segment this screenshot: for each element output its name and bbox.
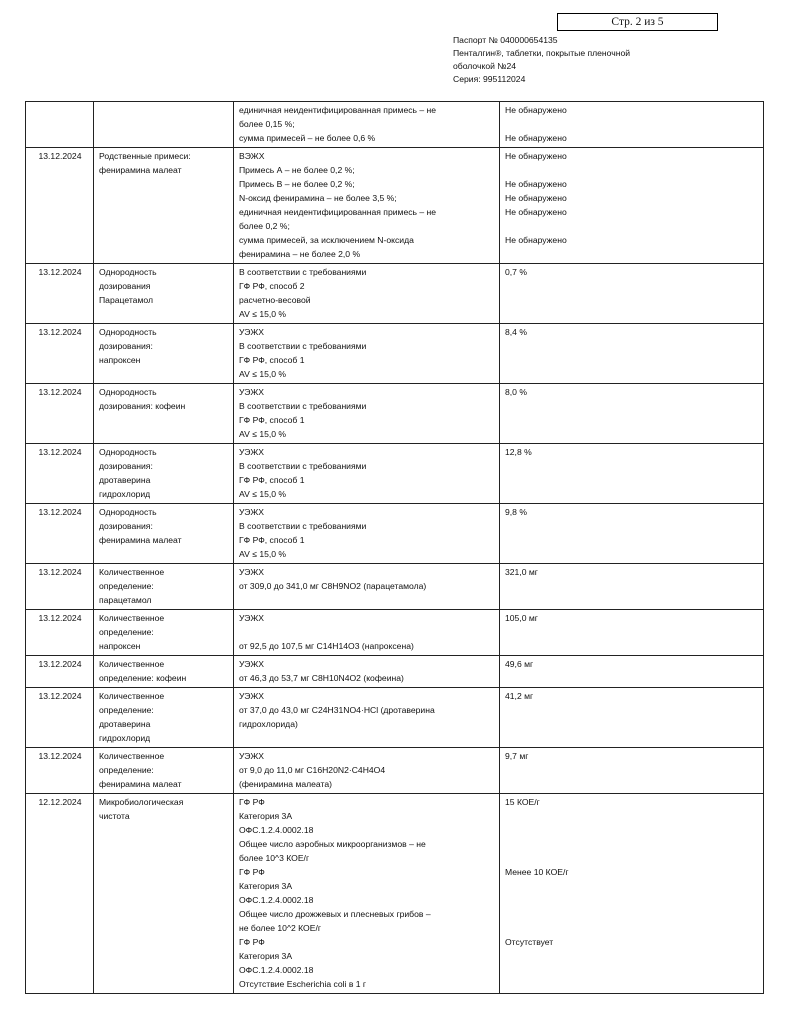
- requirement-line: В соответствии с требованиями: [239, 341, 367, 351]
- passport-header: [453, 34, 630, 86]
- result-line: Не обнаружено: [505, 105, 567, 115]
- result-line: Не обнаружено: [505, 133, 567, 143]
- date-cell: 13.12.2024: [26, 324, 94, 384]
- requirement-line: ГФ РФ: [239, 797, 265, 807]
- test-name-line: дозирования: [99, 281, 151, 291]
- result-line: [505, 977, 759, 991]
- requirement-line: более 0,15 %;: [239, 119, 295, 129]
- requirement-line: УЭЖХ: [239, 567, 265, 577]
- table-row: [26, 504, 764, 564]
- product-name-line-2: оболочкой №24: [453, 61, 517, 71]
- test-name-line: Количественное: [99, 751, 165, 761]
- test-name-cell: [94, 564, 234, 610]
- requirement-line: ГФ РФ, способ 2: [239, 281, 305, 291]
- test-name-line: определение:: [99, 581, 154, 591]
- result-line: [505, 907, 759, 921]
- result-line: 321,0 мг: [505, 567, 538, 577]
- requirement-line: более 10^3 КОЕ/г: [239, 853, 310, 863]
- test-name-line: дозирования:: [99, 341, 153, 351]
- result-line: 9,8 %: [505, 507, 527, 517]
- requirement-cell: [234, 324, 500, 384]
- test-name-cell: [94, 444, 234, 504]
- result-cell: [500, 148, 764, 264]
- requirement-cell: [234, 688, 500, 748]
- test-name-line: дозирования:: [99, 461, 153, 471]
- test-name-line: Микробиологическая: [99, 797, 184, 807]
- test-name-cell: [94, 102, 234, 148]
- requirement-line: ОФС.1.2.4.0002.18: [239, 895, 314, 905]
- result-cell: [500, 610, 764, 656]
- requirement-line: AV ≤ 15,0 %: [239, 429, 287, 439]
- result-cell: [500, 324, 764, 384]
- result-cell: [500, 656, 764, 688]
- test-name-line: Количественное: [99, 613, 165, 623]
- test-name-line: Родственные примеси:: [99, 151, 191, 161]
- requirement-line: Категория 3А: [239, 951, 293, 961]
- requirement-line: сумма примесей, за исключением N-оксида: [239, 235, 414, 245]
- result-line: [505, 837, 759, 851]
- requirement-line: Примесь А – не более 0,2 %;: [239, 165, 355, 175]
- result-line: 12,8 %: [505, 447, 532, 457]
- test-name-line: гидрохлорид: [99, 733, 151, 743]
- result-cell: [500, 748, 764, 794]
- date-cell: 13.12.2024: [26, 148, 94, 264]
- result-line: [505, 219, 759, 233]
- test-name-line: Однородность: [99, 387, 157, 397]
- requirement-cell: [234, 610, 500, 656]
- date-cell: 13.12.2024: [26, 748, 94, 794]
- test-name-line: Количественное: [99, 691, 165, 701]
- test-name-line: дротаверина: [99, 475, 151, 485]
- test-name-line: определение: кофеин: [99, 673, 187, 683]
- test-name-line: гидрохлорид: [99, 489, 151, 499]
- test-name-cell: [94, 610, 234, 656]
- requirement-line: ВЭЖХ: [239, 151, 265, 161]
- requirement-line: от 309,0 до 341,0 мг C8H9NO2 (парацетамола): [239, 581, 427, 591]
- requirement-line: AV ≤ 15,0 %: [239, 369, 287, 379]
- table-row: [26, 384, 764, 444]
- date-cell: 13.12.2024: [26, 504, 94, 564]
- requirement-line: В соответствии с требованиями: [239, 267, 367, 277]
- requirement-line: ГФ РФ, способ 1: [239, 475, 305, 485]
- requirement-line: ГФ РФ, способ 1: [239, 535, 305, 545]
- requirement-line: [239, 625, 495, 639]
- requirement-line: от 37,0 до 43,0 мг C24H31NO4·HCl (дротаверина: [239, 705, 435, 715]
- requirement-line: В соответствии с требованиями: [239, 401, 367, 411]
- table-row: [26, 148, 764, 264]
- requirement-line: AV ≤ 15,0 %: [239, 549, 287, 559]
- result-line: [505, 809, 759, 823]
- result-line: [505, 893, 759, 907]
- requirement-line: УЭЖХ: [239, 387, 265, 397]
- table-row: [26, 688, 764, 748]
- result-line: Не обнаружено: [505, 235, 567, 245]
- test-name-line: дозирования: кофеин: [99, 401, 186, 411]
- date-cell: 13.12.2024: [26, 610, 94, 656]
- result-line: Не обнаружено: [505, 193, 567, 203]
- result-line: [505, 851, 759, 865]
- result-line: [505, 117, 759, 131]
- requirement-line: Отсутствие Escherichia coli в 1 г: [239, 979, 367, 989]
- date-cell: 12.12.2024: [26, 794, 94, 994]
- result-line: 15 КОЕ/г: [505, 797, 540, 807]
- test-name-line: фенирамина малеат: [99, 165, 182, 175]
- requirement-line: сумма примесей – не более 0,6 %: [239, 133, 376, 143]
- requirement-cell: [234, 384, 500, 444]
- test-name-line: Количественное: [99, 659, 165, 669]
- requirement-cell: [234, 444, 500, 504]
- result-line: 9,7 мг: [505, 751, 529, 761]
- result-cell: [500, 444, 764, 504]
- test-name-cell: [94, 688, 234, 748]
- test-name-line: Количественное: [99, 567, 165, 577]
- result-line: 8,4 %: [505, 327, 527, 337]
- requirement-line: от 46,3 до 53,7 мг C8H10N4O2 (кофеина): [239, 673, 404, 683]
- requirement-line: гидрохлорида): [239, 719, 298, 729]
- requirement-cell: [234, 794, 500, 994]
- table-row: [26, 324, 764, 384]
- test-name-cell: [94, 148, 234, 264]
- requirement-cell: [234, 102, 500, 148]
- product-name-line-1: Пенталгин®, таблетки, покрытые пленочной: [453, 48, 631, 58]
- date-cell: 13.12.2024: [26, 444, 94, 504]
- result-line: 8,0 %: [505, 387, 527, 397]
- test-name-line: [99, 103, 229, 117]
- requirement-cell: [234, 564, 500, 610]
- page-number-box: [557, 13, 718, 31]
- table-row: [26, 264, 764, 324]
- requirement-line: Категория 3А: [239, 811, 293, 821]
- test-name-line: Однородность: [99, 507, 157, 517]
- requirement-line: единичная неидентифицированная примесь – не: [239, 207, 437, 217]
- page-number: Стр. 2 из 5: [611, 16, 664, 28]
- test-name-line: Парацетамол: [99, 295, 153, 305]
- test-name-cell: [94, 504, 234, 564]
- test-name-line: дозирования:: [99, 521, 153, 531]
- test-name-line: чистота: [99, 811, 130, 821]
- requirement-cell: [234, 264, 500, 324]
- test-name-line: определение:: [99, 765, 154, 775]
- test-name-line: Однородность: [99, 447, 157, 457]
- requirement-line: В соответствии с требованиями: [239, 461, 367, 471]
- test-results-body: [26, 102, 764, 994]
- requirement-cell: [234, 656, 500, 688]
- test-name-line: фенирамина малеат: [99, 535, 182, 545]
- requirement-line: УЭЖХ: [239, 447, 265, 457]
- table-row: [26, 748, 764, 794]
- batch-number: Серия: 995112024: [453, 74, 526, 84]
- requirement-line: Общее число дрожжевых и плесневых грибов –: [239, 909, 431, 919]
- test-results-table: [25, 101, 764, 994]
- requirement-line: ОФС.1.2.4.0002.18: [239, 825, 314, 835]
- result-cell: [500, 264, 764, 324]
- result-line: Отсутствует: [505, 937, 554, 947]
- result-line: [505, 247, 759, 261]
- requirement-line: УЭЖХ: [239, 507, 265, 517]
- requirement-line: УЭЖХ: [239, 691, 265, 701]
- test-name-line: определение:: [99, 705, 154, 715]
- result-line: 41,2 мг: [505, 691, 534, 701]
- requirement-line: (фенирамина малеата): [239, 779, 332, 789]
- requirement-line: Примесь В – не более 0,2 %;: [239, 179, 355, 189]
- requirement-line: не более 10^2 КОЕ/г: [239, 923, 321, 933]
- date-cell: 13.12.2024: [26, 564, 94, 610]
- requirement-line: расчетно-весовой: [239, 295, 311, 305]
- test-name-line: дротаверина: [99, 719, 151, 729]
- result-line: 105,0 мг: [505, 613, 538, 623]
- table-row: [26, 656, 764, 688]
- test-name-cell: [94, 748, 234, 794]
- requirement-cell: [234, 748, 500, 794]
- requirement-line: ГФ РФ: [239, 937, 265, 947]
- test-name-line: напроксен: [99, 355, 141, 365]
- result-line: [505, 949, 759, 963]
- test-name-line: Однородность: [99, 327, 157, 337]
- test-name-line: Однородность: [99, 267, 157, 277]
- test-name-line: определение:: [99, 627, 154, 637]
- test-name-cell: [94, 324, 234, 384]
- requirement-line: от 92,5 до 107,5 мг C14H14O3 (напроксена): [239, 641, 414, 651]
- result-line: 0,7 %: [505, 267, 527, 277]
- date-cell: 13.12.2024: [26, 656, 94, 688]
- table-row: [26, 444, 764, 504]
- requirement-line: УЭЖХ: [239, 751, 265, 761]
- requirement-line: фенирамина – не более 2,0 %: [239, 249, 361, 259]
- test-name-line: фенирамина малеат: [99, 779, 182, 789]
- result-cell: [500, 564, 764, 610]
- result-line: [505, 163, 759, 177]
- date-cell: [26, 102, 94, 148]
- result-line: [505, 921, 759, 935]
- result-cell: [500, 688, 764, 748]
- result-line: Не обнаружено: [505, 179, 567, 189]
- date-cell: 13.12.2024: [26, 384, 94, 444]
- test-name-line: напроксен: [99, 641, 141, 651]
- date-cell: 13.12.2024: [26, 688, 94, 748]
- table-row: [26, 794, 764, 994]
- requirement-line: ГФ РФ, способ 1: [239, 415, 305, 425]
- requirement-line: AV ≤ 15,0 %: [239, 489, 287, 499]
- requirement-line: ОФС.1.2.4.0002.18: [239, 965, 314, 975]
- result-line: Менее 10 КОЕ/г: [505, 867, 569, 877]
- table-row: [26, 610, 764, 656]
- passport-number: Паспорт № 040000654135: [453, 35, 558, 45]
- requirement-line: AV ≤ 15,0 %: [239, 309, 287, 319]
- result-cell: [500, 384, 764, 444]
- test-name-cell: [94, 384, 234, 444]
- table-row: [26, 102, 764, 148]
- result-cell: [500, 102, 764, 148]
- requirement-line: единичная неидентифицированная примесь – не: [239, 105, 437, 115]
- requirement-line: от 9,0 до 11,0 мг C16H20N2·C4H4O4: [239, 765, 386, 775]
- requirement-line: более 0,2 %;: [239, 221, 290, 231]
- requirement-line: ГФ РФ: [239, 867, 265, 877]
- requirement-line: УЭЖХ: [239, 327, 265, 337]
- test-name-cell: [94, 264, 234, 324]
- result-line: Не обнаружено: [505, 207, 567, 217]
- requirement-line: ГФ РФ, способ 1: [239, 355, 305, 365]
- requirement-line: Категория 3А: [239, 881, 293, 891]
- result-line: Не обнаружено: [505, 151, 567, 161]
- test-name-cell: [94, 794, 234, 994]
- requirement-line: Общее число аэробных микроорганизмов – не: [239, 839, 426, 849]
- requirement-line: В соответствии с требованиями: [239, 521, 367, 531]
- result-line: [505, 963, 759, 977]
- test-name-cell: [94, 656, 234, 688]
- result-line: [505, 823, 759, 837]
- date-cell: 13.12.2024: [26, 264, 94, 324]
- requirement-cell: [234, 504, 500, 564]
- result-line: 49,6 мг: [505, 659, 534, 669]
- result-cell: [500, 794, 764, 994]
- requirement-line: N-оксид фенирамина – не более 3,5 %;: [239, 193, 397, 203]
- result-cell: [500, 504, 764, 564]
- result-line: [505, 879, 759, 893]
- requirement-line: УЭЖХ: [239, 659, 265, 669]
- requirement-cell: [234, 148, 500, 264]
- requirement-line: УЭЖХ: [239, 613, 265, 623]
- test-name-line: парацетамол: [99, 595, 152, 605]
- table-row: [26, 564, 764, 610]
